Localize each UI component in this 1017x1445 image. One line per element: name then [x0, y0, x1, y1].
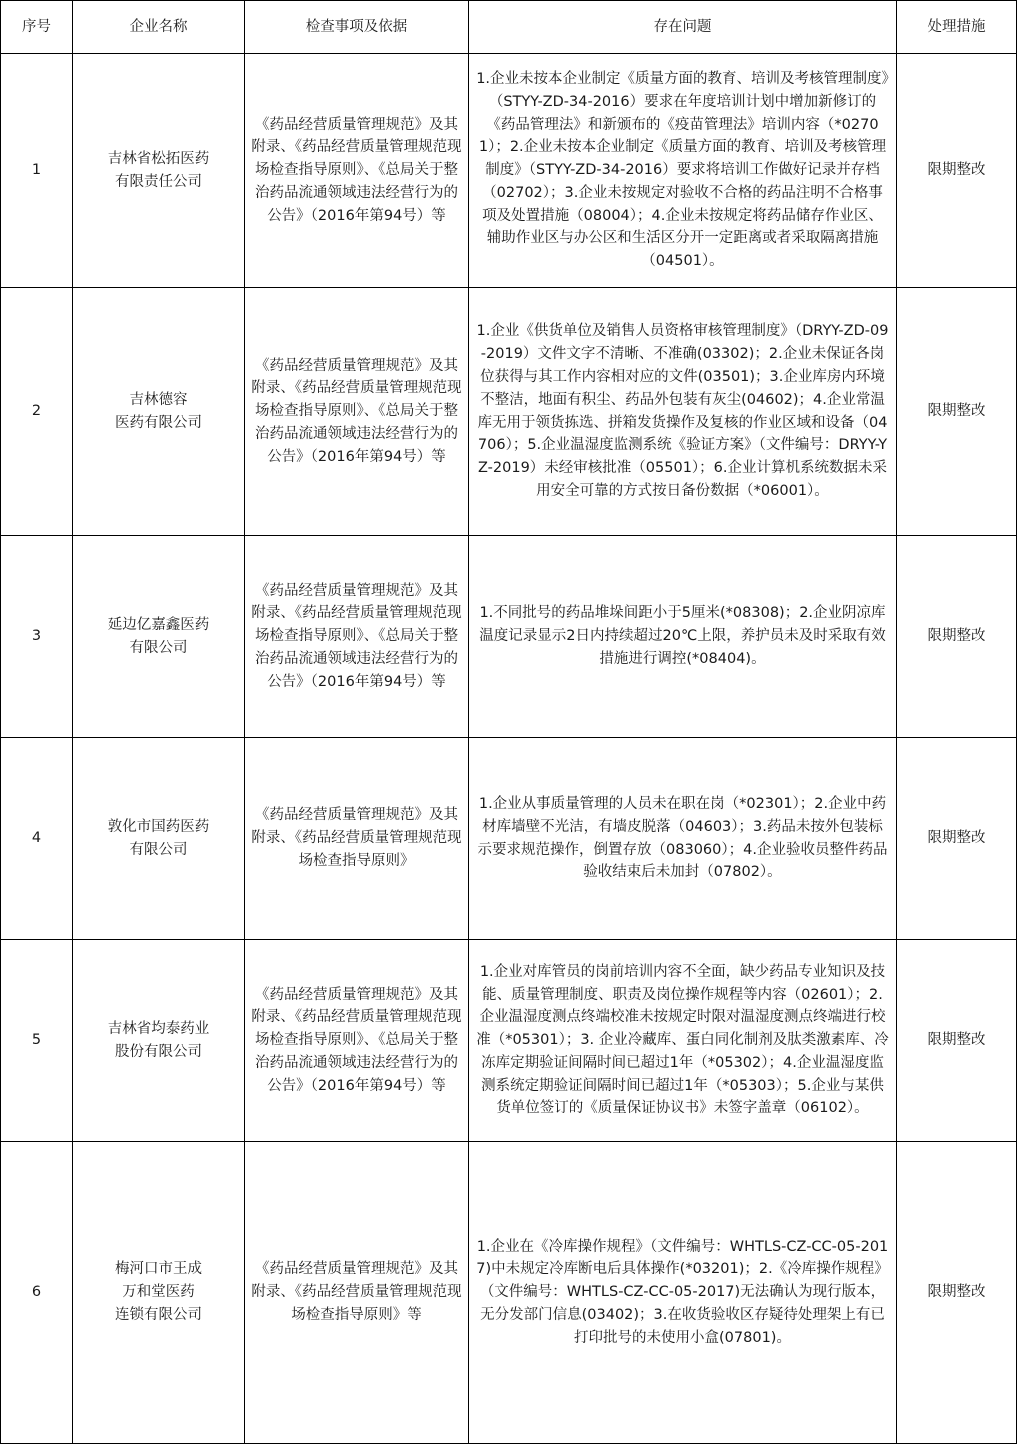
header-no: 序号	[1, 1, 73, 54]
table-row	[1, 54, 1017, 288]
company-name-line: 延边亿嘉鑫医药	[107, 616, 210, 633]
company-name-line: 敦化市国药医药	[107, 818, 210, 835]
row-no: 4	[1, 738, 73, 940]
company-name	[73, 940, 245, 1142]
header-measure: 处理措施	[897, 1, 1017, 54]
measure: 限期整改	[897, 1142, 1017, 1444]
row-no: 1	[1, 54, 73, 288]
company-name-line: 梅河口市王成	[115, 1261, 202, 1278]
inspection-basis: 《药品经营质量管理规范》及其附录、《药品经营质量管理规范现场检查指导原则》、《总局关于整治药品流通领域违法经营行为的公告》（2016年第94号）等	[245, 288, 469, 536]
inspection-basis: 《药品经营质量管理规范》及其附录、《药品经营质量管理规范现场检查指导原则》等	[245, 1142, 469, 1444]
company-name-line: 吉林德容	[129, 391, 188, 408]
row-no: 5	[1, 940, 73, 1142]
row-no: 6	[1, 1142, 73, 1444]
row-no: 3	[1, 536, 73, 738]
company-name	[73, 536, 245, 738]
issues-found: 1.企业在《冷库操作规程》（文件编号：WHTLS-CZ-CC-05-2017)中未规定冷库断电后具体操作(*03201)；2.《冷库操作规程》（文件编号：WHTLS-CZ-CC-05-2017)无法确认为现行版本，无分发部门信息(03402)；3.在收货验收区存疑待处理架上有已打印批号的未使用小盒(07801)。	[469, 1142, 897, 1444]
measure: 限期整改	[897, 288, 1017, 536]
table-row	[1, 288, 1017, 536]
table-row	[1, 738, 1017, 940]
inspection-basis: 《药品经营质量管理规范》及其附录、《药品经营质量管理规范现场检查指导原则》、《总局关于整治药品流通领域违法经营行为的公告》（2016年第94号）等	[245, 54, 469, 288]
company-name-line: 吉林省均泰药业	[107, 1020, 210, 1037]
header-basis: 检查事项及依据	[245, 1, 469, 54]
company-name	[73, 738, 245, 940]
table-row	[1, 940, 1017, 1142]
company-name-line: 医药有限公司	[115, 414, 202, 431]
company-name-line: 有限公司	[129, 841, 188, 858]
inspection-basis: 《药品经营质量管理规范》及其附录、《药品经营质量管理规范现场检查指导原则》、《总局关于整治药品流通领域违法经营行为的公告》（2016年第94号）等	[245, 536, 469, 738]
table-row	[1, 536, 1017, 738]
table-row	[1, 1142, 1017, 1444]
company-name-line: 吉林省松拓医药	[107, 150, 210, 167]
issues-found: 1.企业《供货单位及销售人员资格审核管理制度》（DRYY-ZD-09-2019）文件文字不清晰、不准确(03302)；2.企业未保证各岗位获得与其工作内容相对应的文件(03501)；3.企业库房内环境不整洁，地面有积尘、药品外包装有灰尘(04602)；4.企业常温库无用于领货拣选、拼箱发货操作及复核的作业区域和设备（04706）；5.企业温湿度监测系统《验证方案》（文件编号：DRYY-YZ-2019）未经审核批准（05501）；6.企业计算机系统数据未采用安全可靠的方式按日备份数据（*06001）。	[469, 288, 897, 536]
header-issues: 存在问题	[469, 1, 897, 54]
row-no: 2	[1, 288, 73, 536]
header-company: 企业名称	[73, 1, 245, 54]
company-name-line: 连锁有限公司	[115, 1306, 202, 1323]
inspection-basis: 《药品经营质量管理规范》及其附录、《药品经营质量管理规范现场检查指导原则》	[245, 738, 469, 940]
company-name-line: 股份有限公司	[115, 1043, 202, 1060]
company-name	[73, 54, 245, 288]
company-name-line: 有限公司	[129, 639, 188, 656]
measure: 限期整改	[897, 54, 1017, 288]
measure: 限期整改	[897, 738, 1017, 940]
measure: 限期整改	[897, 940, 1017, 1142]
company-name	[73, 288, 245, 536]
issues-found: 1.企业对库管员的岗前培训内容不全面，缺少药品专业知识及技能、质量管理制度、职责及岗位操作规程等内容（02601）；2.企业温湿度测点终端校准未按规定时限对温湿度测点终端进行校准（*05301）；3. 企业冷藏库、蛋白同化制剂及肽类激素库、冷冻库定期验证间隔时间已超过1年（*05302）；4.企业温湿度监测系统定期验证间隔时间已超过1年（*05303）；5.企业与某供货单位签订的《质量保证协议书》未签字盖章（06102）。	[469, 940, 897, 1142]
header-row	[1, 1, 1017, 54]
company-name	[73, 1142, 245, 1444]
inspection-basis: 《药品经营质量管理规范》及其附录、《药品经营质量管理规范现场检查指导原则》、《总局关于整治药品流通领域违法经营行为的公告》（2016年第94号）等	[245, 940, 469, 1142]
issues-found: 1.不同批号的药品堆垛间距小于5厘米(*08308)；2.企业阴凉库温度记录显示2日内持续超过20℃上限，养护员未及时采取有效措施进行调控(*08404)。	[469, 536, 897, 738]
company-name-line: 万和堂医药	[122, 1284, 195, 1301]
company-name-line: 有限责任公司	[115, 173, 202, 190]
issues-found: 1.企业从事质量管理的人员未在职在岗（*02301）；2.企业中药材库墙壁不光洁，有墙皮脱落（04603）；3.药品未按外包装标示要求规范操作，倒置存放（083060）；4.企业验收员整件药品验收结束后未加封（07802）。	[469, 738, 897, 940]
measure: 限期整改	[897, 536, 1017, 738]
issues-found: 1.企业未按本企业制定《质量方面的教育、培训及考核管理制度》（STYY-ZD-34-2016）要求在年度培训计划中增加新修订的《药品管理法》和新颁布的《疫苗管理法》培训内容（*02701）；2.企业未按本企业制定《质量方面的教育、培训及考核管理制度》（STYY-ZD-34-2016）要求将培训工作做好记录并存档（02702）；3.企业未按规定对验收不合格的药品注明不合格事项及处置措施（08004）；4.企业未按规定将药品储存作业区、辅助作业区与办公区和生活区分开一定距离或者采取隔离措施（04501）。	[469, 54, 897, 288]
